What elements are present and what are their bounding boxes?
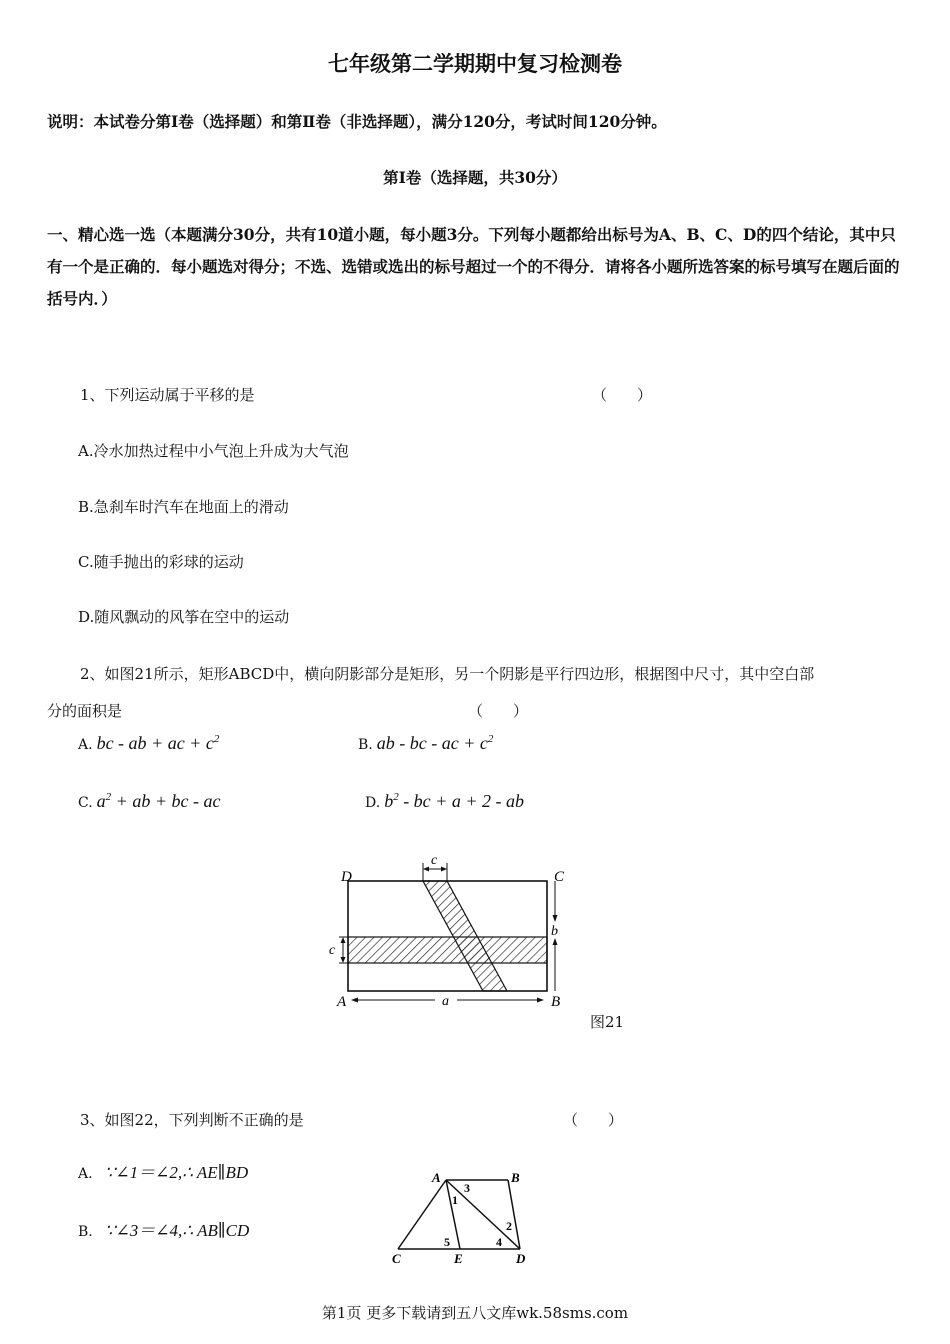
q3-option-a-expr: ∵∠1＝∠2,∴ AE∥BD	[104, 1163, 249, 1182]
q1-stem: 1、下列运动属于平移的是	[80, 386, 255, 404]
q2-option-a	[78, 733, 219, 754]
page-title: 七年级第二学期期中复习检测卷	[328, 51, 622, 76]
fig21-dim-c-left: c	[329, 943, 336, 958]
fig21-dim-b: b	[551, 924, 558, 939]
fig22-label-d: D	[516, 1251, 526, 1266]
q3-stem: 3、如图22，下列判断不正确的是	[80, 1111, 304, 1129]
fig21-label-b: B	[551, 994, 561, 1010]
section-heading: 第Ⅰ卷（选择题，共30分）	[383, 168, 567, 187]
q2-option-a-expr: bc - ab + ac + $c^2$	[96, 733, 220, 753]
fig22-angle-4: 4	[496, 1235, 502, 1249]
q3-option-b-label: B.	[78, 1224, 93, 1240]
page-footer: 第1页 更多下载请到五八文库wk.58sms.com	[321, 1304, 629, 1322]
q3-option-a	[78, 1158, 248, 1183]
q1-option-c: C.随手抛出的彩球的运动	[78, 553, 244, 571]
fig22-angle-3: 3	[464, 1181, 470, 1195]
figure-21-caption: 图21	[590, 1013, 625, 1031]
fig21-dim-a: a	[442, 994, 449, 1009]
q2-option-d	[365, 791, 524, 812]
q1-option-a: A.冷水加热过程中小气泡上升成为大气泡	[78, 442, 349, 460]
q3-option-a-label: A.	[78, 1166, 93, 1182]
q2-option-d-label: D.	[365, 795, 381, 811]
fig22-angle-5: 5	[444, 1235, 450, 1249]
fig21-dim-c-top: c	[431, 853, 438, 868]
q2-option-a-label: A.	[78, 737, 93, 753]
q1-option-d: D.随风飘动的风筝在空中的运动	[78, 608, 290, 626]
q2-option-b-label: B.	[358, 737, 373, 753]
figure-21-rectangle-diagram	[325, 850, 585, 1015]
q2-stem-line1: 2、如图21所示，矩形ABCD中，横向阴影部分是矩形，另一个阴影是平行四边形，根据图中尺寸，其中空白部	[80, 665, 815, 683]
fig22-angle-2: 2	[506, 1219, 512, 1233]
fig22-label-c: C	[392, 1251, 401, 1266]
fig22-label-e: E	[454, 1251, 463, 1266]
fig21-label-c: C	[554, 869, 565, 885]
fig22-label-a: A	[432, 1170, 441, 1185]
fig21-label-d: D	[341, 869, 352, 885]
q2-answer-paren: （ ）	[468, 702, 529, 720]
section-instructions: 一、精心选一选（本题满分30分，共有10道小题，每小题3分。下列每小题都给出标号为A、B、C、D的四个结论，其中只有一个是正确的．每小题选对得分；不选、选错或选出的标号超过一个的不得分．请将各小题所选答案的标号填写在题后面的括号内．）	[47, 225, 900, 308]
q2-option-c-label: C.	[78, 795, 93, 811]
q1-answer-paren: （ ）	[592, 386, 653, 404]
exam-note: 说明：本试卷分第Ⅰ卷（选择题）和第Ⅱ卷（非选择题），满分120分，考试时间120分钟。	[47, 112, 667, 131]
q3-option-b-expr: ∵∠3＝∠4,∴ AB∥CD	[104, 1221, 250, 1240]
fig22-label-b: B	[511, 1170, 520, 1185]
figure-22-trapezoid-diagram	[388, 1168, 538, 1268]
q3-answer-paren: （ ）	[563, 1111, 624, 1129]
fig21-label-a: A	[337, 994, 347, 1010]
parallelogram-shaded-strip	[423, 881, 507, 991]
q2-option-c-expr: $a^2$ + ab + bc - ac	[96, 791, 221, 811]
q2-option-b-expr: ab - bc - ac + $c^2$	[376, 733, 494, 753]
horizontal-shaded-strip	[348, 937, 547, 963]
q2-stem-line2: 分的面积是	[47, 702, 123, 720]
q1-option-b: B.急刹车时汽车在地面上的滑动	[78, 498, 289, 516]
q2-option-c	[78, 791, 220, 812]
q2-option-b	[358, 733, 493, 754]
q3-option-b	[78, 1216, 249, 1241]
q2-option-d-expr: $b^2$ - bc + a + 2 - ab	[384, 791, 524, 811]
fig22-angle-1: 1	[452, 1193, 458, 1207]
